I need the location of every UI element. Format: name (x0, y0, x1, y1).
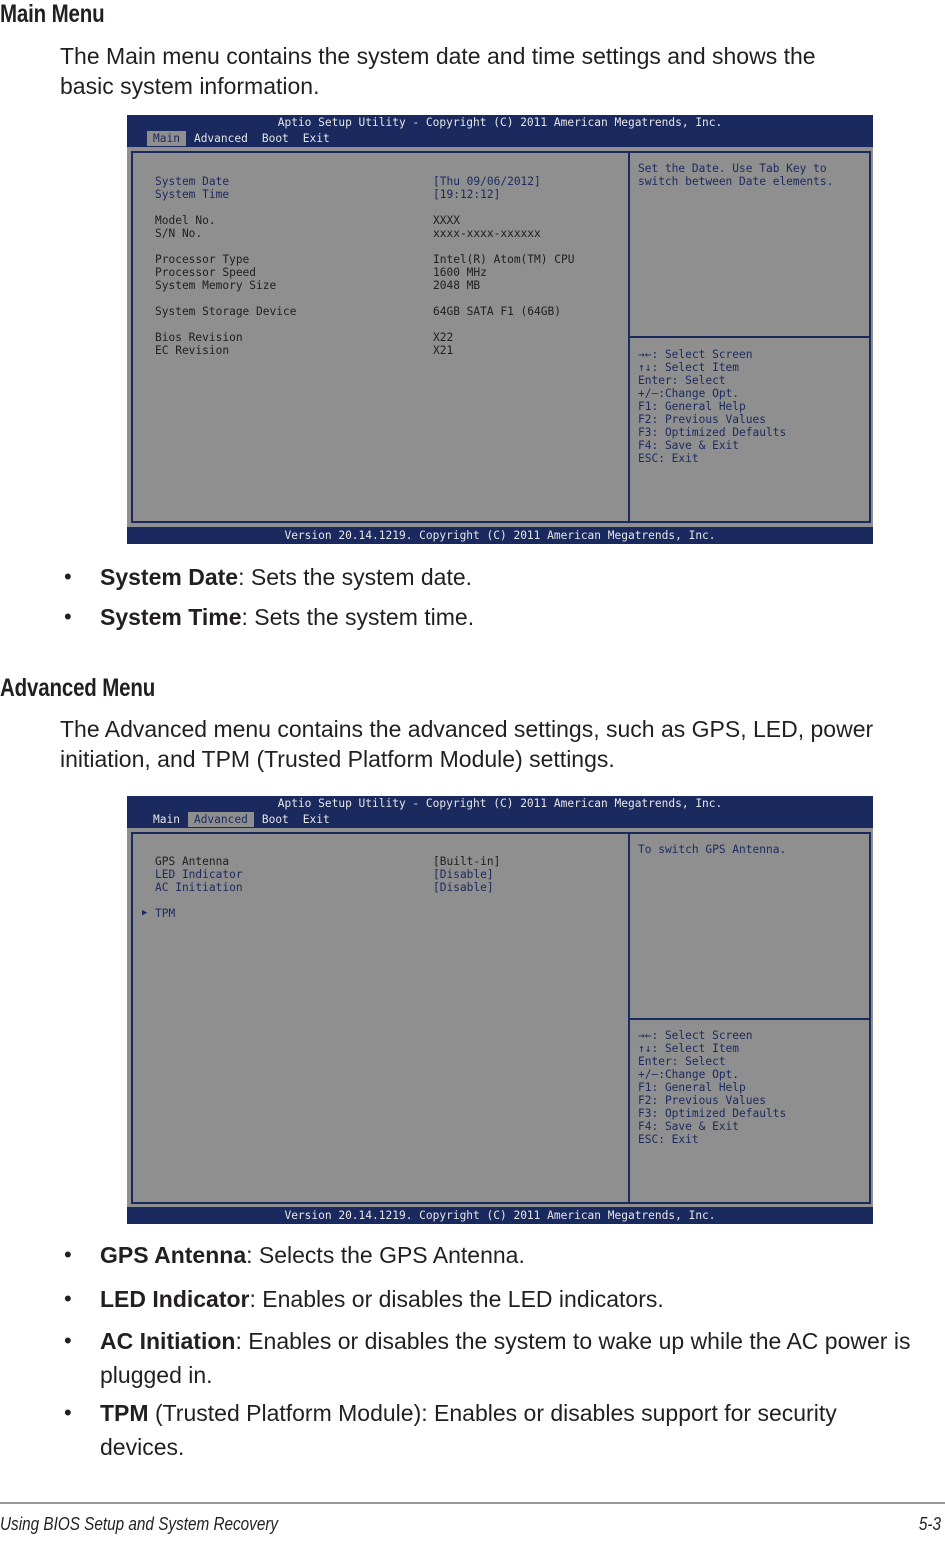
bios-title: Aptio Setup Utility - Copyright (C) 2011 American Megatrends, Inc. (277, 116, 723, 129)
bios-help-text: To switch GPS Antenna. (638, 843, 787, 856)
setting-value-system-date[interactable]: [Thu 09/06/2012] (433, 175, 541, 188)
bullet-dot: • (64, 564, 72, 589)
key-esc: ESC: Exit (638, 452, 699, 465)
key-enter: Enter: Select (638, 1055, 726, 1068)
setting-label-system-date[interactable]: System Date (155, 175, 230, 188)
info-label-storage-device: System Storage Device (155, 305, 297, 318)
bios-frame (131, 832, 871, 1204)
tab-exit[interactable]: Exit (302, 813, 330, 826)
tab-exit[interactable]: Exit (302, 132, 330, 145)
info-label-ec-revision: EC Revision (155, 344, 230, 357)
main-menu-heading: Main Menu (0, 0, 105, 28)
key-f3: F3: Optimized Defaults (638, 1107, 787, 1120)
info-value-sn-no: xxxx-xxxx-xxxxxx (433, 227, 541, 240)
bios-title-bar (127, 115, 873, 147)
main-bios-screenshot (127, 115, 873, 544)
setting-value-system-time[interactable]: [19:12:12] (433, 188, 501, 201)
key-f3: F3: Optimized Defaults (638, 426, 787, 439)
tab-boot[interactable]: Boot (261, 132, 289, 145)
info-label-model-no: Model No. (155, 214, 216, 227)
setting-label-gps-antenna[interactable]: GPS Antenna (155, 855, 230, 868)
bullet-led-indicator: LED Indicator: Enables or disables the LED indicators. (100, 1286, 664, 1312)
info-value-storage-device: 64GB SATA F1 (64GB) (433, 305, 561, 318)
submenu-tpm[interactable]: TPM (155, 907, 176, 920)
key-f1: F1: General Help (638, 1081, 746, 1094)
bios-title-bar (127, 796, 873, 828)
advanced-menu-heading: Advanced Menu (0, 674, 156, 702)
info-label-processor-type: Processor Type (155, 253, 250, 266)
bullet-dot: • (64, 1242, 72, 1267)
bios-frame (131, 151, 871, 523)
key-change-opt: +/—:Change Opt. (638, 1068, 740, 1081)
info-value-processor-speed: 1600 MHz (433, 266, 487, 279)
tab-main[interactable]: Main (153, 813, 180, 826)
bullet-dot: • (64, 1328, 72, 1353)
bullet-dot: • (64, 1286, 72, 1311)
key-f4: F4: Save & Exit (638, 1120, 740, 1133)
tab-advanced[interactable]: Advanced (188, 812, 254, 827)
info-value-model-no: XXXX (433, 214, 460, 227)
bullet-gps-antenna: GPS Antenna: Selects the GPS Antenna. (100, 1242, 525, 1268)
bullet-ac-initiation: AC Initiation: Enables or disables the system to wake up while the AC power is plugged in. (100, 1328, 911, 1388)
key-enter: Enter: Select (638, 374, 726, 387)
main-menu-intro: The Main menu contains the system date and time settings and shows the basic system information. (60, 43, 816, 99)
key-select-screen: →←: Select Screen (638, 1029, 753, 1042)
key-f2: F2: Previous Values (638, 1094, 766, 1107)
setting-label-ac-initiation[interactable]: AC Initiation (155, 881, 243, 894)
key-select-screen: →←: Select Screen (638, 348, 753, 361)
bios-key-legend (638, 348, 786, 465)
submenu-arrow-icon: ▶ (142, 908, 148, 918)
setting-value-led-indicator[interactable]: [Disable] (433, 868, 494, 881)
key-select-item: ↑↓: Select Item (638, 361, 740, 374)
advanced-menu-intro: The Advanced menu contains the advanced settings, such as GPS, LED, power initiation, and TPM (Trusted Platform Module) settings. (60, 716, 874, 772)
advanced-bios-screenshot (127, 796, 873, 1224)
key-esc: ESC: Exit (638, 1133, 699, 1146)
setting-label-led-indicator[interactable]: LED Indicator (155, 868, 243, 881)
key-f2: F2: Previous Values (638, 413, 766, 426)
setting-label-system-time[interactable]: System Time (155, 188, 230, 201)
bullet-system-date: System Date: Sets the system date. (100, 564, 473, 590)
info-value-processor-type: Intel(R) Atom(TM) CPU (433, 253, 575, 266)
bullet-tpm: TPM (Trusted Platform Module): Enables or disables support for security devices. (100, 1400, 837, 1460)
setting-value-gps-antenna[interactable]: [Built-in] (433, 855, 501, 868)
info-label-bios-revision: Bios Revision (155, 331, 243, 344)
bios-help-text: Set the Date. Use Tab Key to switch between Date elements. (638, 162, 834, 188)
tab-boot[interactable]: Boot (261, 813, 289, 826)
info-value-ec-revision: X21 (433, 344, 454, 357)
info-value-memory-size: 2048 MB (433, 279, 481, 292)
footer-page-number: 5-3 (918, 1514, 941, 1534)
bios-tabs (147, 131, 338, 146)
setting-value-ac-initiation[interactable]: [Disable] (433, 881, 494, 894)
bios-tabs (147, 812, 338, 827)
bullet-dot: • (64, 604, 72, 629)
bios-version-bar: Version 20.14.1219. Copyright (C) 2011 American Megatrends, Inc. (127, 1207, 873, 1224)
bios-key-legend (638, 1029, 786, 1146)
key-change-opt: +/—:Change Opt. (638, 387, 740, 400)
bullet-system-time: System Time: Sets the system time. (100, 604, 475, 630)
bios-divider-horizontal (630, 336, 869, 338)
info-label-processor-speed: Processor Speed (155, 266, 257, 279)
info-value-bios-revision: X22 (433, 331, 454, 344)
footer-divider (0, 1502, 945, 1504)
info-label-memory-size: System Memory Size (155, 279, 277, 292)
key-select-item: ↑↓: Select Item (638, 1042, 740, 1055)
bios-divider-horizontal (630, 1018, 869, 1020)
tab-advanced[interactable]: Advanced (193, 132, 248, 145)
bullet-dot: • (64, 1400, 72, 1425)
bios-version-bar: Version 20.14.1219. Copyright (C) 2011 American Megatrends, Inc. (127, 527, 873, 544)
info-label-sn-no: S/N No. (155, 227, 203, 240)
tab-main[interactable]: Main (147, 131, 186, 146)
footer-chapter-title: Using BIOS Setup and System Recovery (0, 1514, 279, 1534)
bios-title: Aptio Setup Utility - Copyright (C) 2011 American Megatrends, Inc. (277, 797, 723, 810)
key-f1: F1: General Help (638, 400, 746, 413)
key-f4: F4: Save & Exit (638, 439, 740, 452)
